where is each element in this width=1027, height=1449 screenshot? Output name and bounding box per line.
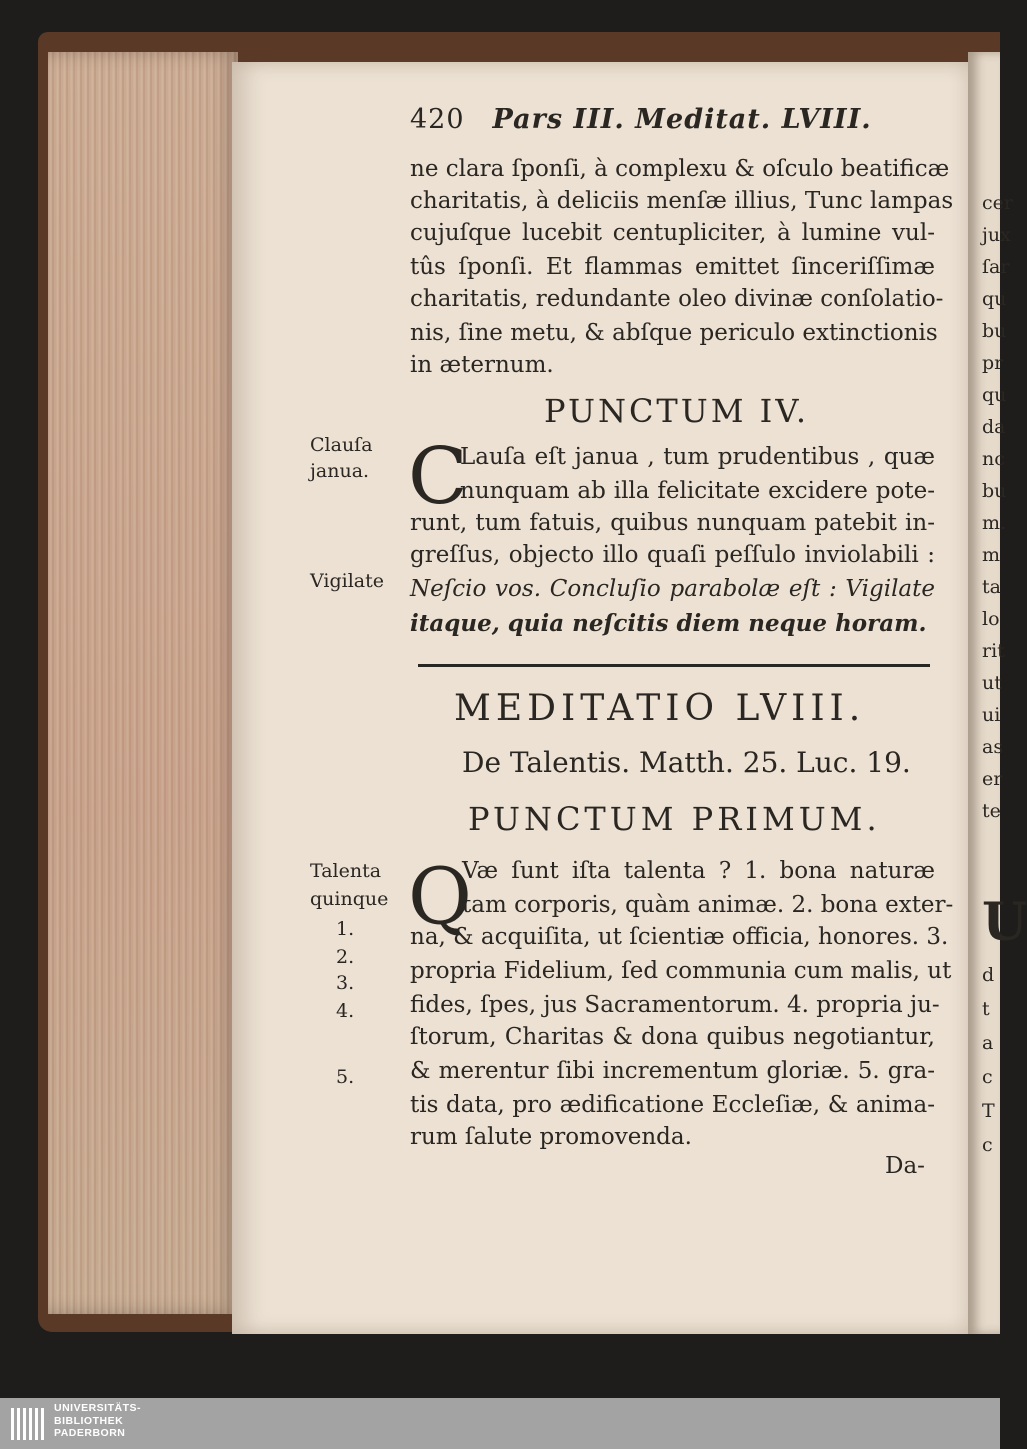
text-line: na, & acquiſita, ut ſcientiæ officia, honores. 3. [410, 924, 949, 950]
library-name-line: UNIVERSITÄTS- [54, 1402, 142, 1414]
next-page-fragment: da [982, 416, 1006, 438]
text-line: propria Fidelium, ſed communia cum malis, ut [410, 958, 952, 984]
text-line: rum ſalute promovenda. [410, 1124, 692, 1150]
margin-note: Talenta [310, 860, 382, 882]
text-line: nis, ſine metu, & abſque periculo extinctionis [410, 320, 938, 346]
text-line: tis data, pro ædificatione Eccleſiæ, & anima- [410, 1092, 935, 1118]
text-line: itaque, quia neſcitis diem neque horam. [410, 610, 927, 637]
text-line: Lauſa eſt janua , tum prudentibus , quæ [460, 444, 935, 470]
margin-note: Vigilate [310, 570, 384, 592]
next-page-fragment: te [982, 800, 1001, 822]
next-page-fragment: bu [982, 320, 1007, 342]
running-header [410, 104, 872, 135]
next-page-fragment: rit [982, 640, 1005, 662]
drop-cap: Q [408, 852, 472, 942]
next-page-fragment: ta [982, 576, 1001, 598]
margin-number: 5. [336, 1066, 355, 1088]
meditatio-title: MEDITATIO LVIII. [454, 688, 866, 729]
text-line: tûs ſponſi. Et flammas emittet ſinceriſſimæ [410, 254, 935, 280]
next-page-fragment: as [982, 736, 1004, 758]
next-page-fragment: jux [982, 224, 1011, 246]
next-page-fragment: m. [982, 512, 1007, 534]
drop-cap: C [408, 432, 468, 522]
next-page-fragment: c [982, 1066, 993, 1088]
page-edges [48, 52, 238, 1314]
text-line: nunquam ab illa felicitate excidere pote- [460, 478, 935, 504]
text-line: fides, ſpes, jus Sacramentorum. 4. propria ju- [410, 992, 940, 1018]
next-page-fragment: cer [982, 192, 1013, 214]
library-name [54, 1402, 141, 1440]
margin-number: 2. [336, 946, 355, 968]
text-line: charitatis, à deliciis menſæ illius, Tunc lampas [410, 188, 954, 214]
next-page-edge [968, 52, 1027, 1334]
section-heading: PUNCTUM IV. [544, 392, 809, 430]
running-title: Pars III. Meditat. LVIII. [492, 104, 872, 135]
text-line: charitatis, redundante oleo divinæ conſolatio- [410, 286, 944, 312]
section-rule [418, 664, 930, 667]
next-page-fragment: t [982, 998, 990, 1020]
next-page-fragment: bu [982, 480, 1007, 502]
next-page-fragment: pr [982, 352, 1004, 374]
next-page-fragment: ut [982, 672, 1002, 694]
next-page-fragment: lo [982, 608, 1000, 630]
margin-number: 1. [336, 918, 355, 940]
text-line: ne clara ſponſi, à complexu & oſculo beatificæ [410, 156, 950, 182]
text-line: & merentur ſibi incrementum gloriæ. 5. gra- [410, 1058, 935, 1084]
page-number: 420 [410, 104, 465, 135]
margin-note: janua. [310, 460, 370, 482]
catchword: Da- [885, 1153, 925, 1179]
library-logo-icon [8, 1404, 48, 1444]
text-line: ſtorum, Charitas & dona quibus negotiantur, [410, 1024, 935, 1050]
next-page-fragment: U [982, 892, 1027, 953]
text-line: Væ ſunt iſta talenta ? 1. bona naturæ [462, 858, 935, 884]
next-page-fragment: ui [982, 704, 1001, 726]
library-name-line: BIBLIOTHEK [54, 1414, 124, 1427]
next-page-fragment: er [982, 768, 1003, 790]
next-page-fragment: T [982, 1100, 995, 1122]
margin-number: 3. [336, 972, 355, 994]
next-page-fragment: d [982, 964, 995, 986]
library-name-line: PADERBORN [54, 1427, 126, 1439]
margin-number: 4. [336, 1000, 355, 1022]
margin-note: Clauſa [310, 434, 373, 456]
next-page-fragment: qu [982, 288, 1007, 310]
next-page-fragment: c [982, 1134, 993, 1156]
next-page-fragment: m [982, 544, 1001, 566]
library-footer [0, 1398, 1000, 1449]
margin-note: quinque [310, 888, 389, 910]
text-line: runt, tum fatuis, quibus nunquam patebit in- [410, 510, 935, 536]
text-line: in æternum. [410, 352, 554, 378]
next-page-fragment: qu [982, 384, 1007, 406]
text-line: Neſcio vos. Concluſio parabolæ eſt : Vigilate [410, 576, 935, 602]
text-line: tam corporis, quàm animæ. 2. bona exter- [462, 892, 954, 918]
punctum-heading: PUNCTUM PRIMUM. [468, 800, 881, 838]
text-line: greſſus, objecto illo quaſi peſſulo inviolabili : [410, 542, 935, 568]
text-line: cujuſque lucebit centupliciter, à lumine vul- [410, 220, 935, 246]
next-page-fragment: nc [982, 448, 1005, 470]
meditatio-subtitle: De Talentis. Matth. 25. Luc. 19. [462, 746, 911, 779]
next-page-fragment: ſar [982, 256, 1010, 278]
next-page-fragment: a [982, 1032, 994, 1054]
